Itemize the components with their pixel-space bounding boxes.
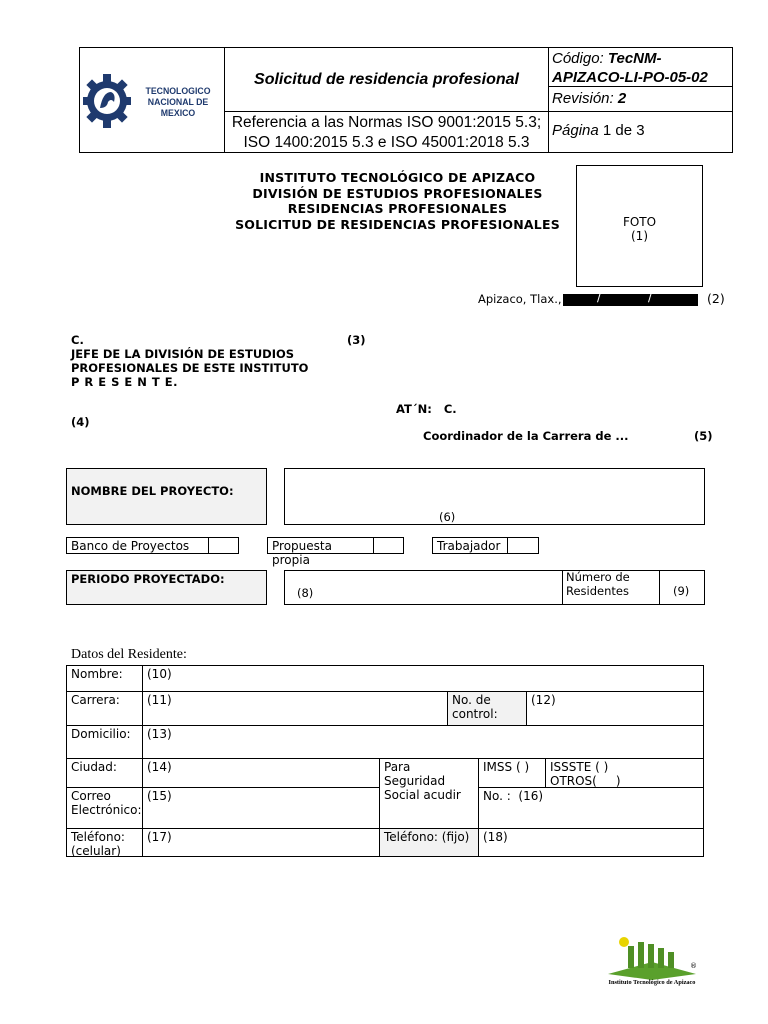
residents-label: Número de Residentes: [562, 570, 660, 605]
code-cell: Código: TecNM-APIZACO-LI-PO-05-02: [548, 47, 733, 87]
addressee-c: C.: [71, 333, 84, 347]
date-sep-1: /: [597, 290, 602, 304]
date-line: [478, 292, 562, 306]
addressee-number-4: (4): [71, 415, 90, 429]
ita-logo-icon: [600, 936, 704, 980]
photo-box: [576, 165, 703, 287]
coordinator-line: Coordinador de la Carrera de ...: [423, 429, 629, 443]
footer-logo-caption: Instituto Tecnológico de Apizaco: [608, 979, 696, 986]
celular-field[interactable]: (17): [142, 828, 380, 857]
period-number: (8): [297, 586, 314, 600]
option-banco-label: Banco de Proyectos: [66, 537, 209, 554]
addressee-number-3: (3): [347, 333, 366, 347]
issste-otros-cell[interactable]: [545, 758, 704, 788]
photo-label: FOTO: [622, 215, 657, 229]
option-trabajador-label: Trabajador: [432, 537, 508, 554]
photo-number: (1): [631, 229, 648, 243]
period-field[interactable]: [284, 570, 705, 605]
ciudad-field[interactable]: (14): [142, 758, 380, 788]
addressee-number-5: (5): [694, 429, 713, 443]
institute-heading: INSTITUTO TECNOLÓGICO DE APIZACO DIVISIÓN DE ESTUDIOS PROFESIONALES RESIDENCIAS PROFESIONALES SOLICITUD DE RESIDENCIAS PROFESIONALES: [235, 170, 560, 232]
svg-text:®: ®: [690, 962, 697, 970]
celular-label: Teléfono: (celular): [66, 828, 143, 857]
carrera-label: Carrera:: [66, 691, 143, 726]
fijo-field[interactable]: (18): [478, 828, 704, 857]
period-label: PERIODO PROYECTADO:: [66, 570, 267, 605]
option-banco-checkbox[interactable]: [208, 537, 239, 554]
resident-section-title: Datos del Residente:: [71, 647, 187, 662]
project-name-field[interactable]: [284, 468, 705, 525]
footer-logo: [600, 936, 704, 992]
nombre-field[interactable]: (10): [142, 665, 704, 692]
logo-text: TECNOLOGICO NACIONAL DE MEXICO: [145, 86, 211, 118]
correo-field[interactable]: (15): [142, 787, 380, 829]
project-name-label: NOMBRE DEL PROYECTO:: [66, 468, 267, 525]
nombre-label: Nombre:: [66, 665, 143, 692]
otros-option[interactable]: OTROS( ): [550, 774, 621, 788]
seguridad-label: Para Seguridad Social acudir: [379, 758, 479, 829]
iso-reference: Referencia a las Normas ISO 9001:2015 5.3; ISO 1400:2015 5.3 e ISO 45001:2018 5.3: [224, 111, 549, 153]
date-sep-2: /: [648, 290, 653, 304]
ciudad-label: Ciudad:: [66, 758, 143, 788]
control-label: No. de control:: [447, 691, 527, 726]
control-field[interactable]: (12): [526, 691, 704, 726]
numero-field[interactable]: No. : (16): [478, 787, 704, 829]
tecnm-logo-icon: [83, 62, 131, 140]
date-number: (2): [707, 291, 725, 306]
page-cell: Página 1 de 3: [548, 111, 733, 153]
date-field[interactable]: [563, 294, 698, 306]
date-prefix: Apizaco, Tlax.,: [478, 292, 562, 306]
fijo-label: Teléfono: (fijo): [379, 828, 479, 857]
option-propia-checkbox[interactable]: [373, 537, 404, 554]
option-trabajador-checkbox[interactable]: [507, 537, 539, 554]
project-name-number: (6): [439, 510, 456, 524]
issste-option[interactable]: ISSSTE ( ): [550, 760, 609, 774]
domicilio-label: Domicilio:: [66, 725, 143, 759]
residents-number: (9): [673, 584, 690, 598]
correo-label: Correo Electrónico:: [66, 787, 143, 829]
option-propia-label: Propuesta propia: [267, 537, 374, 554]
addressee-block: JEFE DE LA DIVISIÓN DE ESTUDIOS PROFESIONALES DE ESTE INSTITUTO P R E S E N T E.: [71, 347, 309, 389]
imss-option[interactable]: IMSS ( ): [478, 758, 546, 788]
attention-line: AT´N: C.: [396, 402, 457, 416]
domicilio-field[interactable]: (13): [142, 725, 704, 759]
document-title: Solicitud de residencia profesional: [224, 47, 549, 112]
revision-cell: Revisión: 2: [548, 86, 733, 112]
carrera-field[interactable]: (11): [142, 691, 448, 726]
logo-cell: [79, 47, 225, 153]
